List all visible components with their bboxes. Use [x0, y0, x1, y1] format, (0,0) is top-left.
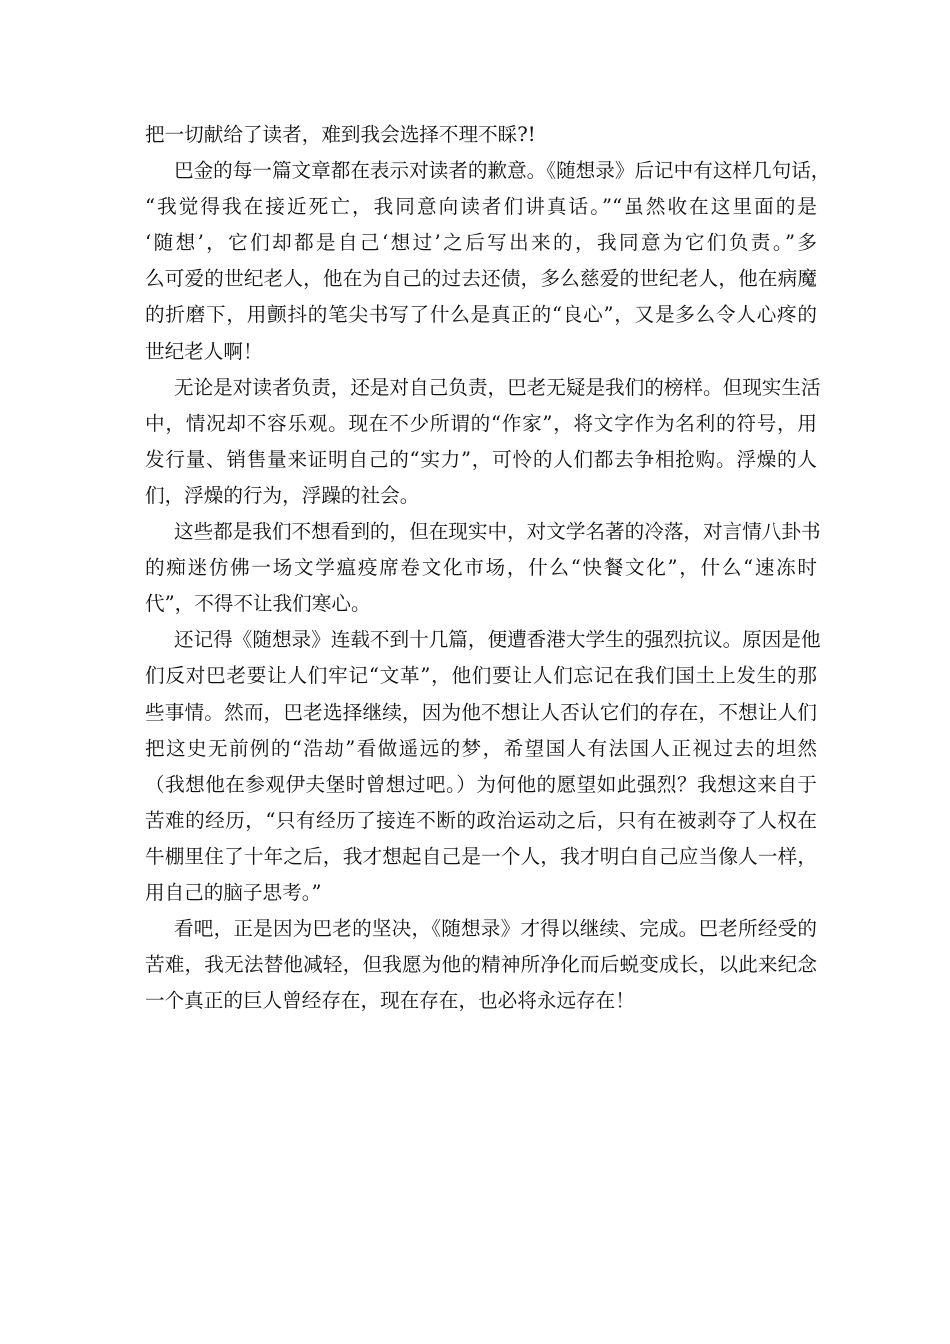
document-page: [145, 117, 831, 1019]
text-line: 苦难，我无法替他减轻，但我愿为他的精神所净化而后蜕变成长，以此来纪念: [145, 953, 817, 977]
paragraph-1: [145, 117, 817, 153]
text-line: 无论是对读者负责，还是对自己负责，巴老无疑是我们的榜样。但现实生活: [174, 375, 821, 399]
text-line: 巴金的每一篇文章都在表示对读者的歉意。《随想录》后记中有这样几句话，: [174, 159, 831, 183]
text-line: 的痴迷仿佛一场文学瘟疫席卷文化市场，什么“快餐文化”，什么“速冻时: [145, 556, 817, 580]
text-line: 一个真正的巨人曾经存在，现在存在，也必将永远存在！: [145, 989, 635, 1013]
text-line: 中，情况却不容乐观。现在不少所谓的“作家”，将文字作为名利的符号，用: [145, 411, 817, 435]
text-line: 苦难的经历，“只有经历了接连不断的政治运动之后，只有在被剥夺了人权在: [145, 808, 817, 832]
text-line: 么可爱的世纪老人，他在为自己的过去还债，多么慈爱的世纪老人，他在病魔: [145, 267, 817, 291]
text-line: 代”，不得不让我们寒心。: [145, 592, 371, 616]
text-line: 们，浮燥的行为，浮躁的社会。: [145, 483, 420, 507]
paragraph-2: [145, 153, 831, 370]
text-line: 发行量、销售量来证明自己的“实力”，可怜的人们都去争相抢购。浮燥的人: [145, 447, 817, 471]
text-line: 看吧，正是因为巴老的坚决，《随想录》才得以继续、完成。巴老所经受的: [174, 917, 817, 941]
text-line: 的折磨下，用颤抖的笔尖书写了什么是真正的“良心”，又是多么令人心疼的: [145, 303, 817, 327]
paragraph-5: [145, 622, 821, 911]
paragraph-4: [145, 514, 821, 622]
text-line: 用自己的脑子思考。”: [145, 880, 322, 904]
text-line: “我觉得我在接近死亡，我同意向读者们讲真话。”“虽然收在这里面的是: [145, 195, 817, 219]
text-line: 些事情。然而，巴老选择继续，因为他不想让人否认它们的存在，不想让人们: [145, 700, 817, 724]
text-line: （我想他在参观伊夫堡时曾想过吧。）为何他的愿望如此强烈？我想这来自于: [145, 772, 817, 796]
text-line: 们反对巴老要让人们牢记“文革”，他们要让人们忘记在我们国土上发生的那: [145, 664, 817, 688]
paragraph-3: [145, 370, 821, 514]
text-line: 这些都是我们不想看到的，但在现实中，对文学名著的冷落，对言情八卦书: [174, 520, 821, 544]
text-line: 世纪老人啊！: [145, 339, 263, 363]
text-line: 牛棚里住了十年之后，我才想起自己是一个人，我才明白自己应当像人一样，: [145, 844, 817, 868]
paragraph-6: [145, 911, 817, 1019]
text-line: 把这史无前例的“浩劫”看做遥远的梦，希望国人有法国人正视过去的坦然: [145, 736, 817, 760]
text-line: ‘随想’，它们却都是自己‘想过’之后写出来的，我同意为它们负责。”多: [145, 231, 817, 255]
text-line: 把一切献给了读者，难到我会选择不理不睬?!: [145, 123, 536, 146]
text-line: 还记得《随想录》连载不到十几篇，便遭香港大学生的强烈抗议。原因是他: [174, 628, 821, 652]
